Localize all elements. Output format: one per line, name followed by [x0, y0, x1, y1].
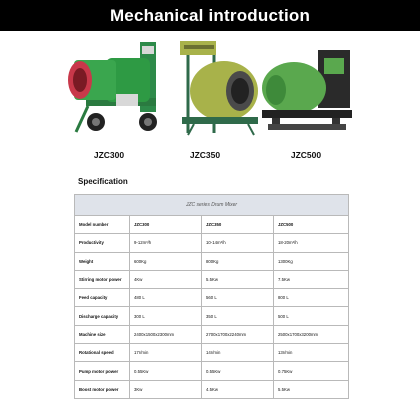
cell-jzc300: 480 L [130, 289, 202, 307]
cell-jzc350: JZC350 [202, 216, 274, 234]
table-row [75, 307, 349, 325]
cell-jzc350: 5.5Kw [202, 270, 274, 288]
row-label: Machine size [75, 325, 130, 343]
cell-jzc350: 14r/min [202, 344, 274, 362]
table-row [75, 344, 349, 362]
cell-jzc500: 18-20m³/h [274, 234, 349, 252]
machine-label-jzc300: JZC300 [93, 150, 125, 160]
cell-jzc300: 9-12m³/h [130, 234, 202, 252]
page-banner [0, 0, 420, 31]
row-label: Boost motor power [75, 380, 130, 398]
cell-jzc350: 2700x1700x2240mm [202, 325, 274, 343]
cell-jzc300: JZC300 [130, 216, 202, 234]
table-row [75, 362, 349, 380]
cell-jzc300: 300 L [130, 307, 202, 325]
cell-jzc300: 4Kw [130, 270, 202, 288]
table-row [75, 325, 349, 343]
spec-table-title-row [75, 195, 349, 216]
cell-jzc500: 0.75Kw [274, 362, 349, 380]
row-label: Rotational speed [75, 344, 130, 362]
cell-jzc350: 350 L [202, 307, 274, 325]
table-row [75, 252, 349, 270]
row-label: Weight [75, 252, 130, 270]
cell-jzc300: 0.55Kw [130, 362, 202, 380]
table-row [75, 234, 349, 252]
jzc350-mixer-image [174, 37, 262, 137]
cell-jzc300: 3Kw [130, 380, 202, 398]
cell-jzc500: 800 L [274, 289, 349, 307]
cell-jzc350: 0.55Kw [202, 362, 274, 380]
cell-jzc300: 17r/min [130, 344, 202, 362]
cell-jzc350: 800Kg [202, 252, 274, 270]
spec-table [74, 194, 349, 399]
cell-jzc350: 560 L [202, 289, 274, 307]
row-label: Pump motor power [75, 362, 130, 380]
cell-jzc300: 2400x1500x2300mm [130, 325, 202, 343]
table-row [75, 270, 349, 288]
machine-label-jzc500: JZC500 [290, 150, 322, 160]
cell-jzc300: 600Kg [130, 252, 202, 270]
jzc300-mixer-image [66, 36, 166, 134]
cell-jzc350: 10-14m³/h [202, 234, 274, 252]
cell-jzc500: 7.5Kw [274, 270, 349, 288]
cell-jzc500: 1300Kg [274, 252, 349, 270]
table-row [75, 289, 349, 307]
spec-table-title: JZC series Drum Mixer [75, 195, 349, 216]
jzc500-mixer-image [258, 46, 354, 132]
cell-jzc500: 2500x1700x3200mm [274, 325, 349, 343]
cell-jzc500: 500 L [274, 307, 349, 325]
cell-jzc500: 13r/min [274, 344, 349, 362]
cell-jzc500: 5.5Kw [274, 380, 349, 398]
table-row [75, 216, 349, 234]
cell-jzc350: 4.5Kw [202, 380, 274, 398]
row-label: Productivity [75, 234, 130, 252]
machine-label-jzc350: JZC350 [189, 150, 221, 160]
row-label: Model number [75, 216, 130, 234]
table-row [75, 380, 349, 398]
row-label: Discharge capacity [75, 307, 130, 325]
cell-jzc500: JZC500 [274, 216, 349, 234]
banner-title: Mechanical introduction [109, 5, 311, 25]
row-label: Feed capacity [75, 289, 130, 307]
row-label: Stirring motor power [75, 270, 130, 288]
specification-heading: Specification [78, 177, 128, 186]
